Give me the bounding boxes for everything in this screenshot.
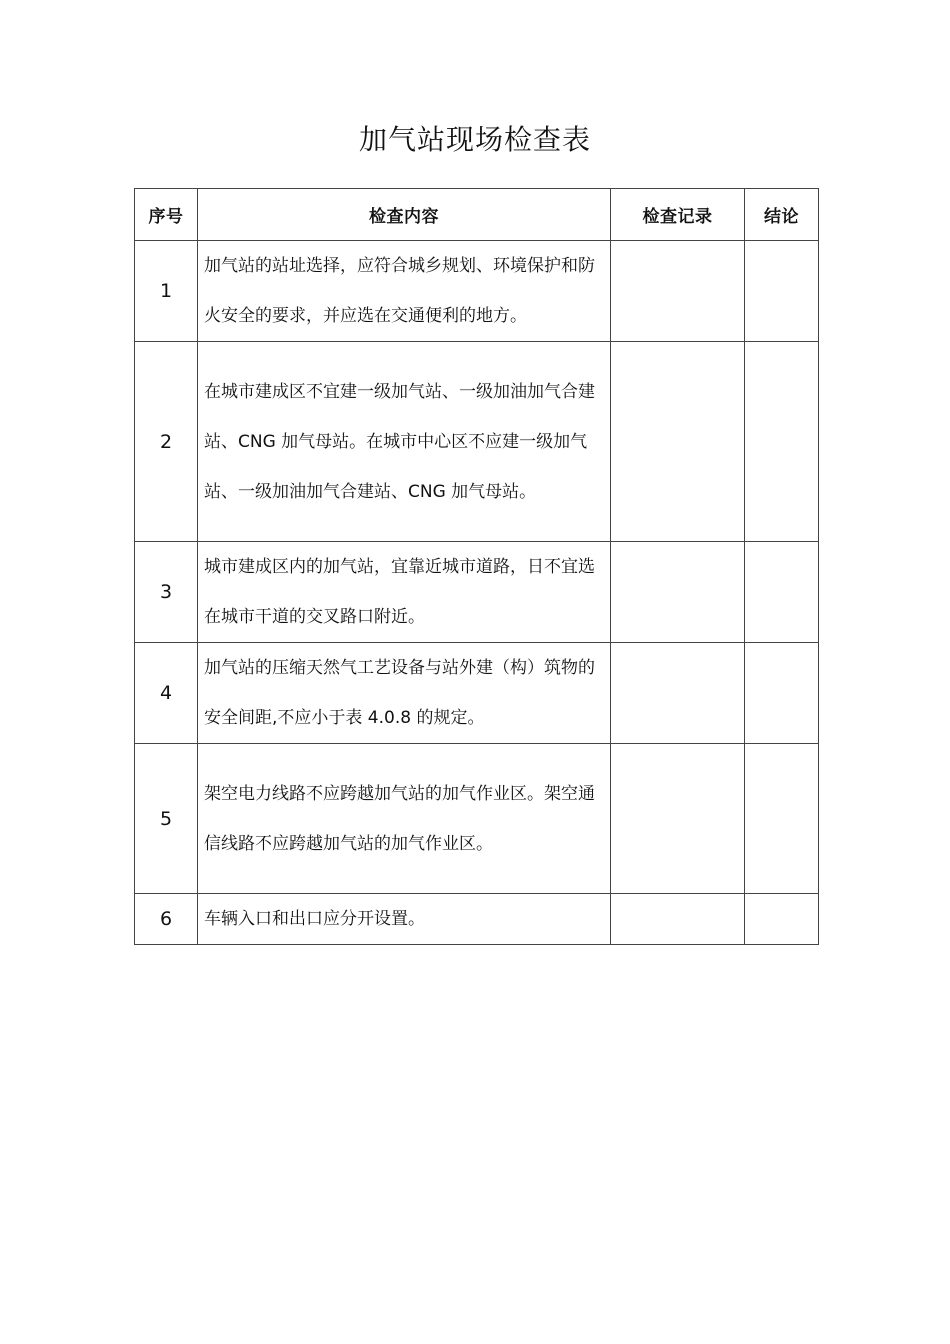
row-index: 2 bbox=[135, 342, 198, 542]
table-row bbox=[135, 894, 819, 945]
table-row bbox=[135, 241, 819, 342]
row-index: 3 bbox=[135, 542, 198, 643]
table-header-row bbox=[135, 189, 819, 241]
row-content: 加气站的站址选择，应符合城乡规划、环境保护和防火安全的要求，并应选在交通便利的地方。 bbox=[198, 241, 611, 342]
header-result: 结论 bbox=[745, 189, 819, 241]
result-cell[interactable] bbox=[745, 342, 819, 542]
result-cell[interactable] bbox=[745, 542, 819, 643]
record-cell[interactable] bbox=[611, 342, 745, 542]
record-cell[interactable] bbox=[611, 542, 745, 643]
result-cell[interactable] bbox=[745, 744, 819, 894]
result-cell[interactable] bbox=[745, 241, 819, 342]
table-row bbox=[135, 542, 819, 643]
table-row bbox=[135, 744, 819, 894]
row-index: 1 bbox=[135, 241, 198, 342]
result-cell[interactable] bbox=[745, 894, 819, 945]
row-content: 在城市建成区不宜建一级加气站、一级加油加气合建站、CNG 加气母站。在城市中心区不应建一级加气站、一级加油加气合建站、CNG 加气母站。 bbox=[198, 342, 611, 542]
row-index: 4 bbox=[135, 643, 198, 744]
table-row bbox=[135, 342, 819, 542]
result-cell[interactable] bbox=[745, 643, 819, 744]
record-cell[interactable] bbox=[611, 744, 745, 894]
record-cell[interactable] bbox=[611, 894, 745, 945]
row-content: 车辆入口和出口应分开设置。 bbox=[198, 894, 611, 945]
record-cell[interactable] bbox=[611, 241, 745, 342]
record-cell[interactable] bbox=[611, 643, 745, 744]
header-index: 序号 bbox=[135, 189, 198, 241]
row-content: 加气站的压缩天然气工艺设备与站外建（构）筑物的安全间距,不应小于表 4.0.8 的规定。 bbox=[198, 643, 611, 744]
header-record: 检查记录 bbox=[611, 189, 745, 241]
row-content: 城市建成区内的加气站，宜靠近城市道路，日不宜选在城市干道的交叉路口附近。 bbox=[198, 542, 611, 643]
header-content: 检查内容 bbox=[198, 189, 611, 241]
page-title: 加气站现场检查表 bbox=[358, 123, 591, 156]
row-content: 架空电力线路不应跨越加气站的加气作业区。架空通信线路不应跨越加气站的加气作业区。 bbox=[198, 744, 611, 894]
row-index: 5 bbox=[135, 744, 198, 894]
row-index: 6 bbox=[135, 894, 198, 945]
table-row bbox=[135, 643, 819, 744]
inspection-table bbox=[134, 188, 819, 945]
